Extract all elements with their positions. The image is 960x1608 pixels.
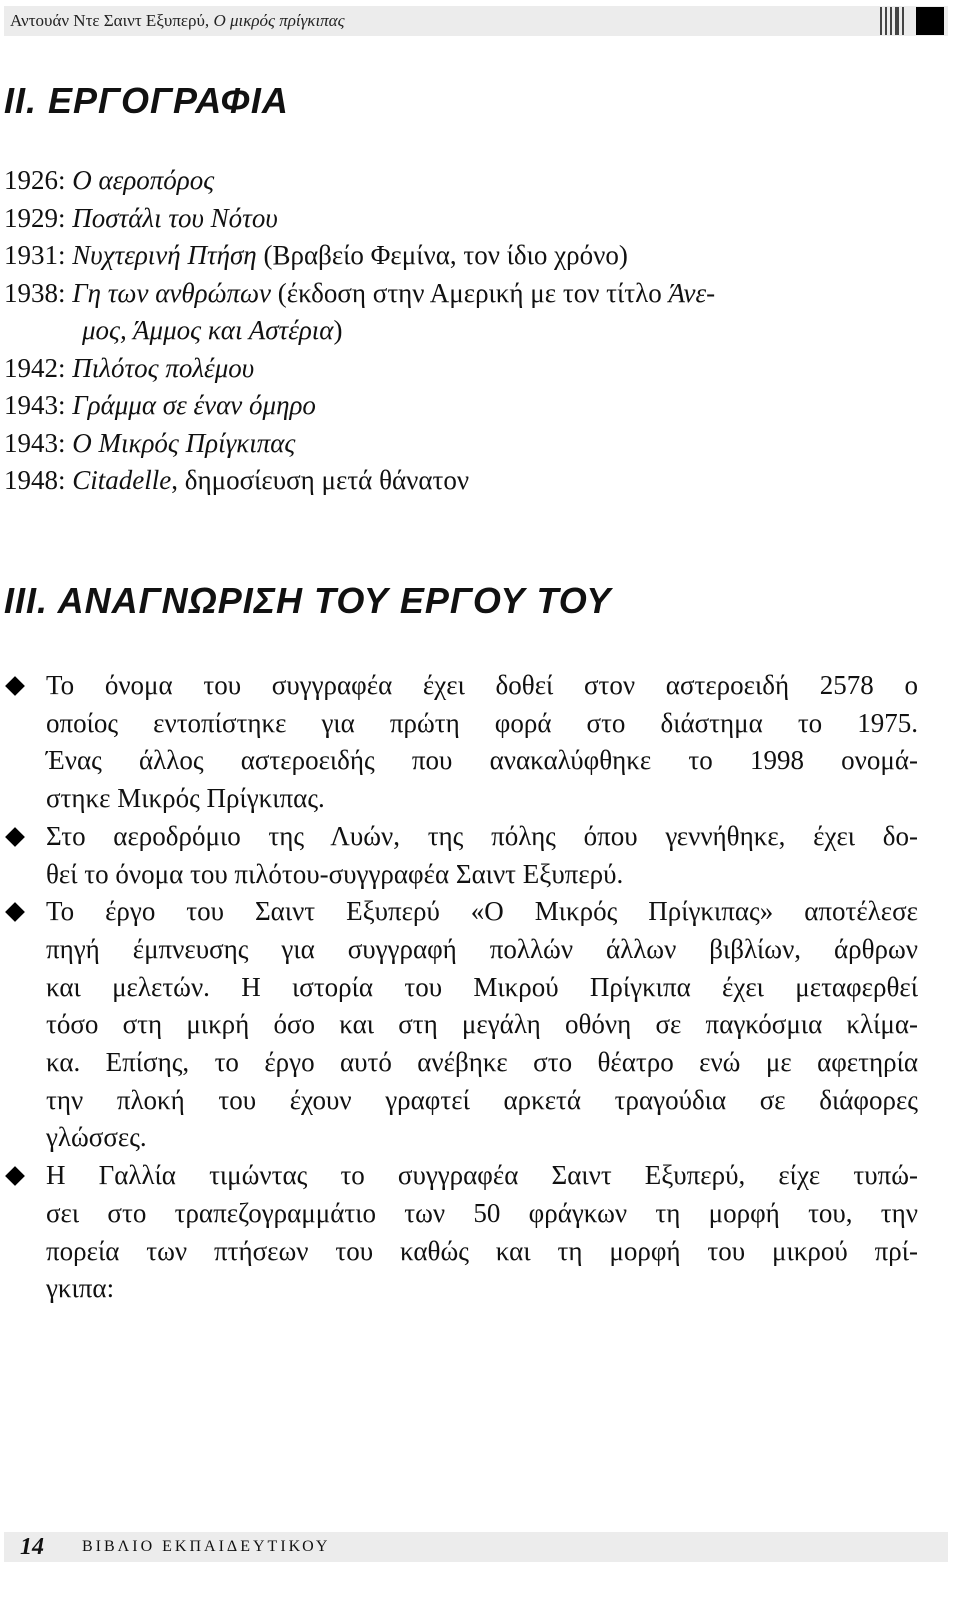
diamond-bullet-icon [5,827,25,847]
section-heading-recognition: ΙΙΙ. ΑΝΑΓΝΩΡΙΣΗ ΤΟΥ ΕΡΓΟΥ ΤΟΥ [4,580,612,621]
header-book-title: Ο μικρός πρίγκιπας [213,11,345,30]
list-item: Στο αεροδρόμιο της Λυών, της πόλης όπου γεννήθηκε, έχει δο- θεί το όνομα του πιλότου-συγγραφέα Σαιντ Εξυπερύ. [4,818,918,893]
list-item-continuation: μος, Άμμος και Αστέρια) [82,315,343,345]
diamond-bullet-icon [5,902,25,922]
page-footer [4,1532,948,1562]
running-head [4,6,948,36]
list-item: 1943 : Γράμμα σε έναν όμηρο [4,387,934,425]
bibliography-list [4,162,934,500]
list-item: 1926 : Ο αεροπόρος [4,162,934,200]
black-square-mark [916,7,944,35]
list-item: 1942 : Πιλότος πολέμου [4,350,934,388]
list-item: 1929 : Ποστάλι του Νότου [4,200,934,238]
list-item: Το έργο του Σαιντ Εξυπερύ «Ο Μικρός Πρίγκιπας» αποτέλεσε πηγή έμπνευσης για συγγραφή πολλών άλλων βιβλίων, άρθρων και μελετών. Η ιστορία του Μικρού Πρίγκιπα έχει μεταφερθεί τόσο στη μικρή όσο και στη μεγάλη οθόνη σε παγκόσμια κλίμα- κα. Επίσης, το έργο αυτό ανέβηκε στο θέατρο ενώ με αφετηρία την πλοκή του έχουν γραφτεί αρκετά τραγούδια σε διάφορες γλώσσες. [4,893,918,1157]
diamond-bullet-icon [5,676,25,696]
footer-label: ΒΙΒΛΙΟ ΕΚΠΑΙΔΕΥΤΙΚΟΥ [82,1538,331,1555]
list-item: 1948 : Citadelle, δημοσίευση μετά θάνατον [4,462,934,500]
page-number: 14 [20,1534,44,1560]
recognition-list [4,667,918,1308]
list-item: 1943 : Ο Μικρός Πρίγκιπας [4,425,934,463]
list-item: 1938 : Γη των ανθρώπων (έκδοση στην Αμερική με τον τίτλο Άνε- μος, Άμμος και Αστέρια) [4,275,934,350]
list-item: Η Γαλλία τιμώντας το συγγραφέα Σαιντ Εξυπερύ, είχε τυπώ- σει στο τραπεζογραμμάτιο των 50 φράγκων τη μορφή του, την πορεία των πτήσεων του καθώς και τη μορφή του μικρού πρί- γκιπα: [4,1157,918,1308]
diamond-bullet-icon [5,1166,25,1186]
header-author: Αντουάν Ντε Σαιντ Εξυπερύ, [10,11,214,30]
section-heading-bibliography: ΙΙ. ΕΡΓΟΓΡΑΦΙΑ [4,80,289,121]
list-item: 1931 : Νυχτερινή Πτήση (Βραβείο Φεμίνα, τον ίδιο χρόνο) [4,237,934,275]
list-item: Το όνομα του συγγραφέα έχει δοθεί στον αστεροειδή 2578 ο οποίος εντοπίστηκε για πρώτη φορά στο διάστημα το 1975. Ένας άλλος αστεροειδής που ανακαλύφθηκε το 1998 ονομά- στηκε Μικρός Πρίγκιπας. [4,667,918,818]
barcode-marks [880,7,904,35]
registration-marks [880,6,944,36]
